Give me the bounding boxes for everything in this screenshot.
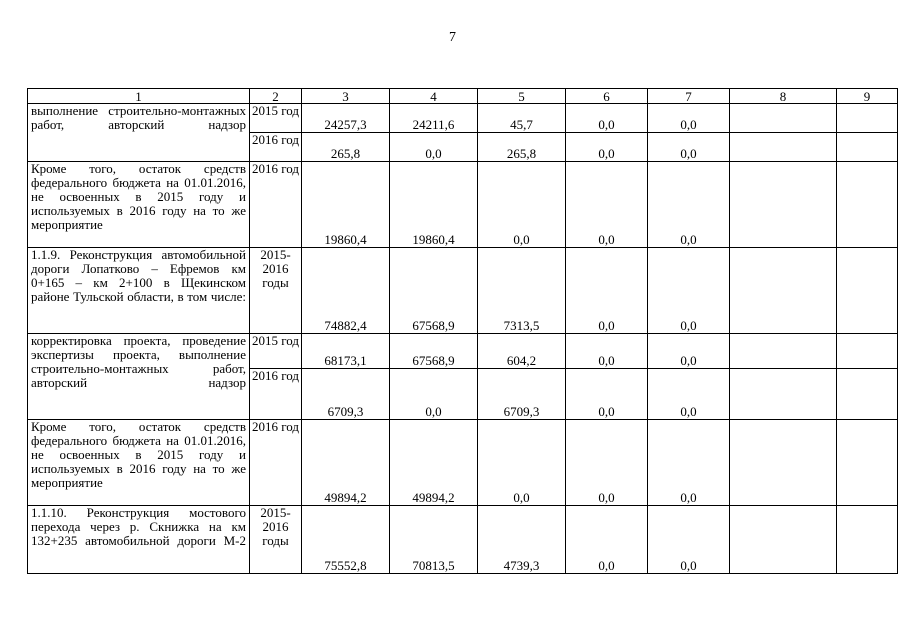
value-col-5: 604,2 bbox=[478, 334, 566, 369]
value-col-8 bbox=[730, 104, 837, 133]
year-cell: 2015-2016 годы bbox=[250, 248, 302, 334]
header-col-6: 6 bbox=[566, 89, 648, 104]
value-col-8 bbox=[730, 506, 837, 574]
value-col-4: 70813,5 bbox=[390, 506, 478, 574]
value-col-4: 24211,6 bbox=[390, 104, 478, 133]
value-col-3: 49894,2 bbox=[302, 420, 390, 506]
table-row bbox=[28, 248, 898, 334]
value-col-9 bbox=[837, 104, 898, 133]
value-col-7: 0,0 bbox=[648, 104, 730, 133]
value-col-3: 68173,1 bbox=[302, 334, 390, 369]
value-col-3: 75552,8 bbox=[302, 506, 390, 574]
value-col-7: 0,0 bbox=[648, 162, 730, 248]
value-col-4: 49894,2 bbox=[390, 420, 478, 506]
value-col-9 bbox=[837, 369, 898, 420]
value-col-5: 0,0 bbox=[478, 162, 566, 248]
row-description: корректировка проекта, проведение экспертизы проекта, выполнение строительно-монтажных работ, авторский надзор bbox=[28, 334, 250, 420]
header-col-5: 5 bbox=[478, 89, 566, 104]
value-col-5: 45,7 bbox=[478, 104, 566, 133]
value-col-6: 0,0 bbox=[566, 420, 648, 506]
header-row bbox=[28, 89, 898, 104]
value-col-5: 4739,3 bbox=[478, 506, 566, 574]
header-col-8: 8 bbox=[730, 89, 837, 104]
row-description: 1.1.10. Реконструкция мостового перехода через р. Скнижка на км 132+235 автомобильной дороги М-2 bbox=[28, 506, 250, 574]
value-col-8 bbox=[730, 248, 837, 334]
year-cell: 2015 год bbox=[250, 334, 302, 369]
row-description: Кроме того, остаток средств федерального бюджета на 01.01.2016, не освоенных в 2015 году и используемых в 2016 году на то же мероприятие bbox=[28, 420, 250, 506]
value-col-9 bbox=[837, 506, 898, 574]
budget-table bbox=[27, 88, 898, 574]
value-col-6: 0,0 bbox=[566, 369, 648, 420]
value-col-9 bbox=[837, 133, 898, 162]
value-col-4: 0,0 bbox=[390, 369, 478, 420]
header-col-3: 3 bbox=[302, 89, 390, 104]
value-col-3: 19860,4 bbox=[302, 162, 390, 248]
value-col-8 bbox=[730, 369, 837, 420]
header-col-9: 9 bbox=[837, 89, 898, 104]
value-col-6: 0,0 bbox=[566, 248, 648, 334]
value-col-6: 0,0 bbox=[566, 133, 648, 162]
value-col-9 bbox=[837, 162, 898, 248]
value-col-7: 0,0 bbox=[648, 369, 730, 420]
value-col-4: 19860,4 bbox=[390, 162, 478, 248]
value-col-5: 0,0 bbox=[478, 420, 566, 506]
value-col-5: 6709,3 bbox=[478, 369, 566, 420]
table-row bbox=[28, 334, 898, 369]
value-col-6: 0,0 bbox=[566, 506, 648, 574]
header-col-1: 1 bbox=[28, 89, 250, 104]
row-description: 1.1.9. Реконструкция автомобильной дороги Лопатково – Ефремов км 0+165 – км 2+100 в Щекинском районе Тульской области, в том числе: bbox=[28, 248, 250, 334]
page-number: 7 bbox=[449, 30, 456, 45]
value-col-7: 0,0 bbox=[648, 248, 730, 334]
value-col-3: 74882,4 bbox=[302, 248, 390, 334]
value-col-4: 0,0 bbox=[390, 133, 478, 162]
table-row bbox=[28, 420, 898, 506]
header-col-4: 4 bbox=[390, 89, 478, 104]
value-col-3: 265,8 bbox=[302, 133, 390, 162]
year-cell: 2015 год bbox=[250, 104, 302, 133]
year-cell: 2016 год bbox=[250, 420, 302, 506]
value-col-5: 265,8 bbox=[478, 133, 566, 162]
value-col-6: 0,0 bbox=[566, 162, 648, 248]
value-col-7: 0,0 bbox=[648, 420, 730, 506]
table-row bbox=[28, 506, 898, 574]
value-col-3: 24257,3 bbox=[302, 104, 390, 133]
value-col-8 bbox=[730, 420, 837, 506]
value-col-9 bbox=[837, 248, 898, 334]
row-description: выполнение строительно-монтажных работ, авторский надзор bbox=[28, 104, 250, 162]
table-row bbox=[28, 162, 898, 248]
value-col-4: 67568,9 bbox=[390, 334, 478, 369]
year-cell: 2016 год bbox=[250, 133, 302, 162]
value-col-9 bbox=[837, 420, 898, 506]
header-col-2: 2 bbox=[250, 89, 302, 104]
year-cell: 2016 год bbox=[250, 162, 302, 248]
value-col-3: 6709,3 bbox=[302, 369, 390, 420]
row-description: Кроме того, остаток средств федерального бюджета на 01.01.2016, не освоенных в 2015 году и используемых в 2016 году на то же мероприятие bbox=[28, 162, 250, 248]
value-col-7: 0,0 bbox=[648, 506, 730, 574]
value-col-7: 0,0 bbox=[648, 133, 730, 162]
year-cell: 2015-2016 годы bbox=[250, 506, 302, 574]
value-col-6: 0,0 bbox=[566, 334, 648, 369]
value-col-7: 0,0 bbox=[648, 334, 730, 369]
value-col-4: 67568,9 bbox=[390, 248, 478, 334]
table-row bbox=[28, 104, 898, 133]
value-col-8 bbox=[730, 133, 837, 162]
header-col-7: 7 bbox=[648, 89, 730, 104]
value-col-8 bbox=[730, 162, 837, 248]
year-cell: 2016 год bbox=[250, 369, 302, 420]
value-col-5: 7313,5 bbox=[478, 248, 566, 334]
value-col-8 bbox=[730, 334, 837, 369]
value-col-6: 0,0 bbox=[566, 104, 648, 133]
value-col-9 bbox=[837, 334, 898, 369]
